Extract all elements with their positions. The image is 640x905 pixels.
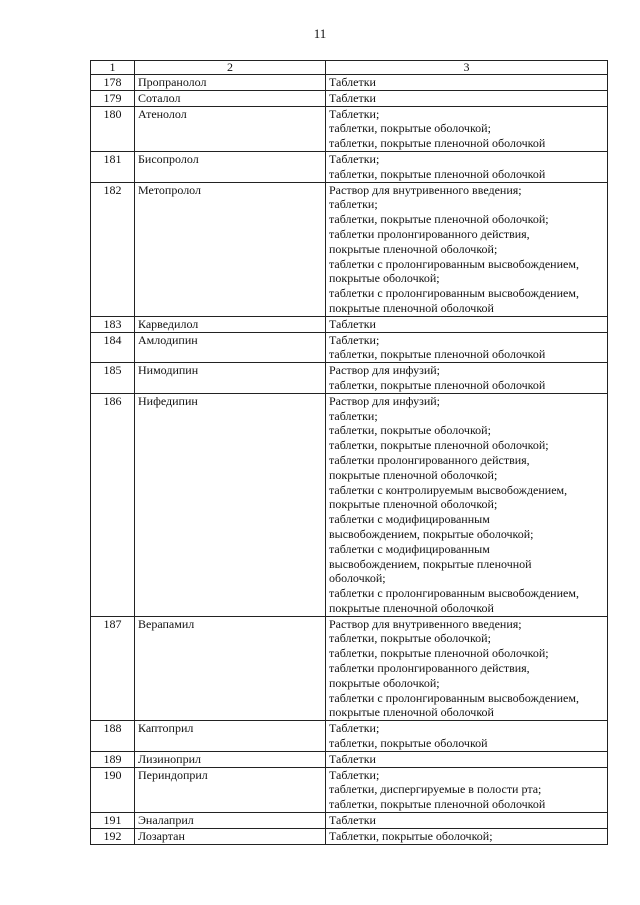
dosage-forms: [326, 721, 608, 752]
dosage-form-line: Таблетки, покрытые оболочкой;: [329, 828, 493, 843]
dosage-form-line: таблетки, покрытые пленочной оболочкой;: [329, 646, 549, 661]
dosage-form-line: таблетки, покрытые оболочкой;: [329, 631, 491, 646]
dosage-form-line: таблетки пролонгированного действия,: [329, 452, 530, 467]
table-row: [91, 332, 608, 363]
dosage-form-line: таблетки, покрытые оболочкой;: [329, 121, 491, 136]
dosage-form-line: таблетки, покрытые пленочной оболочкой: [329, 797, 546, 812]
dosage-form-line: таблетки пролонгированного действия,: [329, 226, 530, 241]
dosage-form-line: таблетки, покрытые пленочной оболочкой: [329, 377, 546, 392]
column-header-2: 2: [135, 61, 326, 75]
dosage-form-line: Таблетки;: [329, 767, 380, 782]
row-number: 186: [91, 393, 135, 616]
column-header-3: 3: [326, 61, 608, 75]
drug-name: Эналаприл: [135, 813, 326, 829]
drug-name: Бисопролол: [135, 151, 326, 182]
row-number: 188: [91, 721, 135, 752]
dosage-form-line: таблетки;: [329, 408, 378, 423]
dosage-form-line: Таблетки: [329, 75, 376, 89]
table-row: [91, 151, 608, 182]
drug-name: Нифедипин: [135, 393, 326, 616]
dosage-forms: [326, 363, 608, 394]
dosage-forms: [326, 106, 608, 151]
dosage-forms: [326, 75, 608, 91]
drug-name: Лозартан: [135, 828, 326, 844]
dosage-forms: [326, 393, 608, 616]
dosage-form-line: Таблетки;: [329, 332, 380, 347]
table-row: [91, 182, 608, 316]
row-number: 178: [91, 75, 135, 91]
dosage-form-line: покрытые пленочной оболочкой;: [329, 497, 498, 512]
dosage-forms: [326, 151, 608, 182]
dosage-form-line: Раствор для инфузий;: [329, 393, 441, 408]
dosage-form-line: покрытые пленочной оболочкой;: [329, 241, 498, 256]
table-row: [91, 316, 608, 332]
dosage-form-line: таблетки, покрытые пленочной оболочкой: [329, 347, 546, 362]
dosage-forms: [326, 182, 608, 316]
dosage-form-line: таблетки, покрытые пленочной оболочкой;: [329, 212, 549, 227]
table-row: [91, 813, 608, 829]
table-row: [91, 721, 608, 752]
dosage-form-line: таблетки, диспергируемые в полости рта;: [329, 782, 542, 797]
dosage-forms: [326, 813, 608, 829]
dosage-form-line: покрытые оболочкой;: [329, 675, 440, 690]
dosage-form-line: покрытые пленочной оболочкой;: [329, 467, 498, 482]
dosage-form-line: покрытые оболочкой;: [329, 271, 440, 286]
dosage-forms: [326, 90, 608, 106]
table-row: [91, 106, 608, 151]
dosage-forms: [326, 332, 608, 363]
dosage-forms: [326, 616, 608, 721]
table-row: [91, 393, 608, 616]
row-number: 187: [91, 616, 135, 721]
drug-name: Верапамил: [135, 616, 326, 721]
dosage-form-line: Таблетки: [329, 90, 376, 105]
dosage-form-line: таблетки;: [329, 197, 378, 212]
dosage-form-line: Раствор для инфузий;: [329, 363, 441, 378]
dosage-form-line: оболочкой;: [329, 571, 386, 586]
drug-name: Лизиноприл: [135, 751, 326, 767]
table-row: [91, 75, 608, 91]
drug-name: Карведилол: [135, 316, 326, 332]
drug-name: Каптоприл: [135, 721, 326, 752]
dosage-form-line: высвобождением, покрытые пленочной: [329, 556, 532, 571]
dosage-form-line: таблетки с модифицированным: [329, 512, 490, 527]
table-row: [91, 90, 608, 106]
dosage-form-line: Таблетки: [329, 751, 376, 766]
dosage-form-line: таблетки, покрытые оболочкой: [329, 736, 488, 751]
drug-name: Метопролол: [135, 182, 326, 316]
dosage-form-line: Раствор для внутривенного введения;: [329, 616, 522, 631]
dosage-form-line: Таблетки;: [329, 151, 380, 166]
dosage-form-line: покрытые пленочной оболочкой: [329, 705, 494, 720]
drug-name: Атенолол: [135, 106, 326, 151]
row-number: 183: [91, 316, 135, 332]
dosage-form-line: таблетки, покрытые пленочной оболочкой: [329, 166, 546, 181]
dosage-form-line: высвобождением, покрытые оболочкой;: [329, 526, 534, 541]
row-number: 185: [91, 363, 135, 394]
dosage-form-line: таблетки с модифицированным: [329, 541, 490, 556]
dosage-form-line: покрытые пленочной оболочкой: [329, 300, 494, 315]
dosage-form-line: Таблетки;: [329, 106, 380, 121]
dosage-forms: [326, 767, 608, 812]
dosage-form-line: таблетки пролонгированного действия,: [329, 661, 530, 676]
dosage-form-line: таблетки с пролонгированным высвобождением,: [329, 256, 579, 271]
dosage-forms: [326, 751, 608, 767]
drug-table: [90, 60, 608, 845]
table-body: [91, 75, 608, 845]
row-number: 182: [91, 182, 135, 316]
dosage-forms: [326, 828, 608, 844]
dosage-form-line: таблетки, покрытые пленочной оболочкой: [329, 136, 546, 151]
row-number: 180: [91, 106, 135, 151]
dosage-form-line: таблетки с пролонгированным высвобождением,: [329, 586, 579, 601]
dosage-form-line: таблетки с контролируемым высвобождением,: [329, 482, 568, 497]
row-number: 189: [91, 751, 135, 767]
drug-name: Периндоприл: [135, 767, 326, 812]
row-number: 192: [91, 828, 135, 844]
dosage-form-line: таблетки, покрытые пленочной оболочкой;: [329, 438, 549, 453]
row-number: 179: [91, 90, 135, 106]
drug-name: Соталол: [135, 90, 326, 106]
row-number: 191: [91, 813, 135, 829]
dosage-form-line: таблетки, покрытые оболочкой;: [329, 423, 491, 438]
drug-name: Пропранолол: [135, 75, 326, 91]
dosage-form-line: Таблетки;: [329, 721, 380, 736]
column-header-1: 1: [91, 61, 135, 75]
drug-name: Нимодипин: [135, 363, 326, 394]
drug-name: Амлодипин: [135, 332, 326, 363]
table-row: [91, 828, 608, 844]
dosage-forms: [326, 316, 608, 332]
dosage-form-line: Раствор для внутривенного введения;: [329, 182, 522, 197]
row-number: 184: [91, 332, 135, 363]
table-row: [91, 363, 608, 394]
dosage-form-line: Таблетки: [329, 316, 376, 331]
page-number: 11: [313, 26, 327, 41]
table-row: [91, 751, 608, 767]
table-row: [91, 767, 608, 812]
row-number: 181: [91, 151, 135, 182]
dosage-form-line: Таблетки: [329, 813, 376, 828]
table-header-row: [91, 61, 608, 75]
dosage-form-line: покрытые пленочной оболочкой: [329, 600, 494, 615]
dosage-form-line: таблетки с пролонгированным высвобождением,: [329, 286, 579, 301]
table-row: [91, 616, 608, 721]
row-number: 190: [91, 767, 135, 812]
dosage-form-line: таблетки с пролонгированным высвобождением,: [329, 690, 579, 705]
